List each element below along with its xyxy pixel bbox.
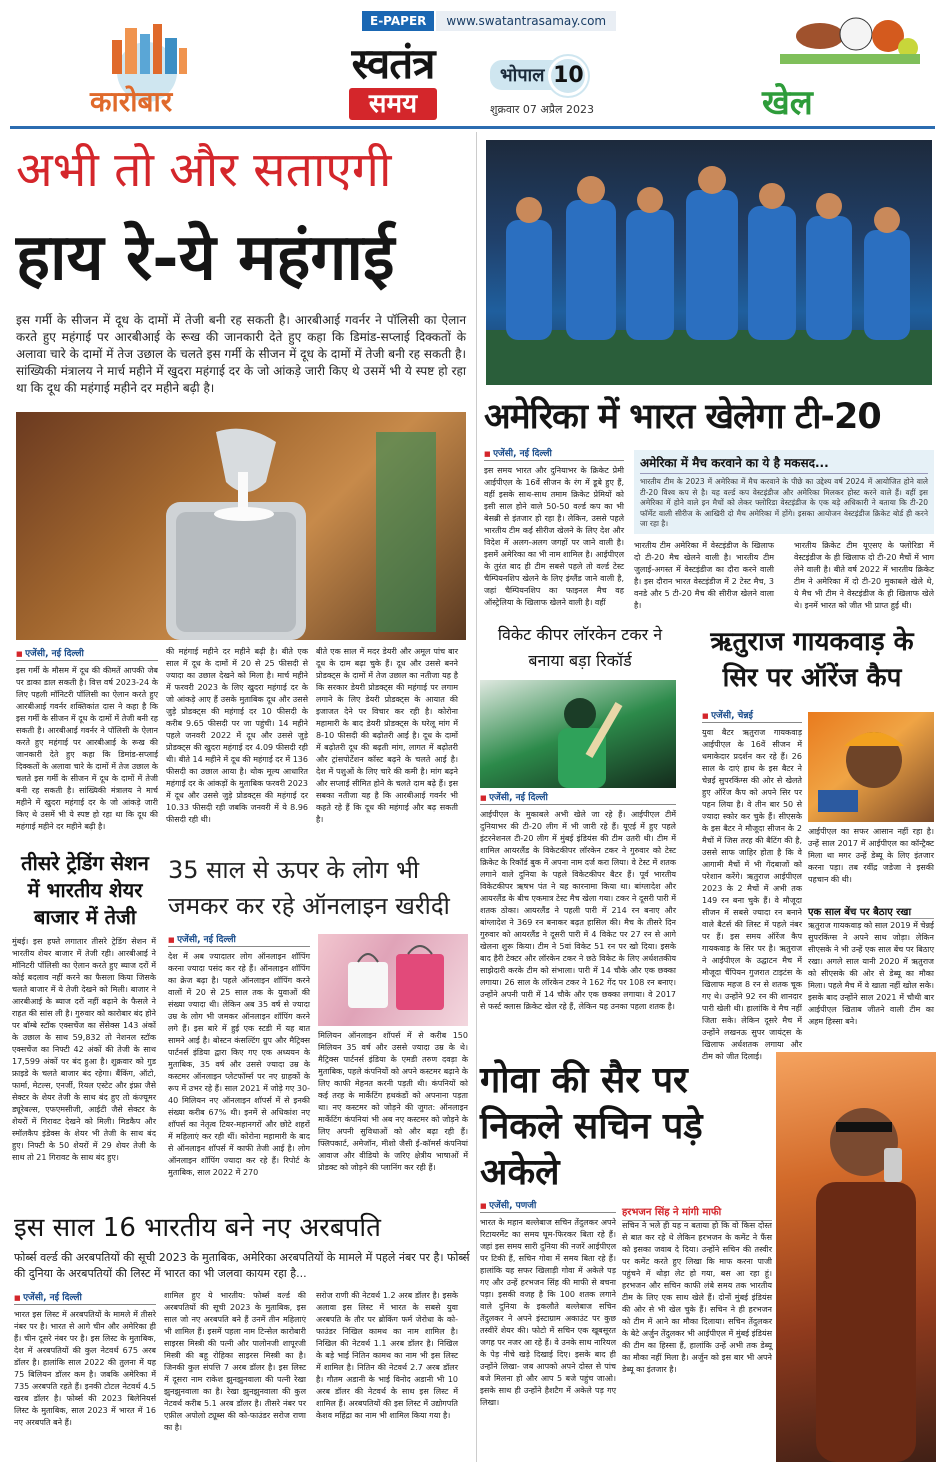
milk-lede: इस गर्मी के सीजन में दूध के दामों में तेजी बनी रह सकती है। आरबीआई गवर्नर ने पॉलिसी का ऐलान करते हुए महंगाई पर आरबीआई के रूख की जानकारी देते हुए कहा कि डिमांड-सप्लाई दिक्कतों के अलावा चारे के दामों में तेज उछाल के चलते इस गर्मी के सीजन में दूध के दामों में तेजी बनी रह सकती है। सांख्यिकी मंत्रालय ने मार्च महीने में खुदरा महंगाई दर के जो आंकड़े जारी किए थे उसमें भी ये स्पष्ट हो रहा था कि दूध की महंगाई महीने दर महीने बढ़ी है। bbox=[16, 313, 466, 395]
logo-word-top: स्वतंत्र bbox=[351, 39, 435, 88]
billionaires-column-1 bbox=[14, 1290, 156, 1458]
newspaper-logo[interactable] bbox=[313, 39, 473, 128]
billionaires-column-2 bbox=[164, 1290, 306, 1458]
ruturaj-headline[interactable]: ऋतुराज गायकवाड़ के सिर पर ऑरेंज कैप bbox=[710, 627, 914, 693]
online-column-2 bbox=[318, 1030, 468, 1200]
ruturaj-column-1 bbox=[702, 708, 802, 1061]
goa-subhead: हरभजन सिंह ने मांगी माफी bbox=[622, 1204, 772, 1221]
usa-column-2: भारतीय टीम अमेरिका में वेस्टइंडीज के खिलाफ दो टी-20 मैच खेलने वाली है। भारतीय टीम जुलाई-अगस्त में वेस्टइंडीज का दौरा करने वाली है। इस दौरान भारत वेस्टइंडीज में 2 टेस्ट मैच, 3 वनडे और 5 टी-20 मैच की सीरीज खेलने वाला है। bbox=[634, 541, 774, 610]
goa-column-1 bbox=[480, 1198, 616, 1460]
info-box-body: भारतीय टीम के 2023 में अमेरिका में मैच करवाने के पीछे का उद्देश्य वर्ष 2024 में आयोजित होने वाले टी-20 विश्व कप से है। यह वर्ल्ड कप वेस्टइंडीज और अमेरिका मिलकर होस्ट करने वाले हैं। वहीं इस अमेरिका में होने वाले इन मैचों को लेकर फ्लोरिडा वेस्टइंडीज के एक बड़े अधिकारी ने बताया कि टी-20 फॉर्मेट वाली सीरीज के आखिरी दो मैच अमेरिका में होंगे। इसका आयोजन वेस्टइंडीज क्रिकेट बोर्ड ही करने जा रहा है। bbox=[640, 477, 928, 528]
page-number: 10 bbox=[548, 56, 588, 96]
header-rule bbox=[10, 126, 935, 129]
ruturaj-column-3: ऋतुराज गायकवाड़ को साल 2019 में चेन्नई सुपरकिंग्स ने अपने साथ जोड़ा। लेकिन सीएसके ने भी उन्हें एक साल बेंच पर बिठाए रखा। अगले साल यानी 2020 में ऋतुराज को सीएसके की ओर से डेब्यू का मौका मिला। पहले मैच में वे खाता नहीं खोल सके। इसके बाद उन्होंने साल 2021 में चौथी बार आईपीएल खिताब जीतने वाली टीम का अहम हिस्सा बने। bbox=[808, 921, 934, 1026]
goa-sachin-headline[interactable]: गोवा की सैर पर निकले सचिन पड़े अकेले bbox=[480, 1060, 703, 1193]
agency-credit: ■ एजेंसी, नई दिल्ली bbox=[16, 646, 158, 661]
usa-column-3: भारतीय क्रिकेट टीम यूएसए के फ्लोरिडा में वेस्टइंडीज के ही खिलाफ दो टी-20 मैचों में भाग लेने वाली है। बीते वर्ष 2022 में भारतीय क्रिकेट टीम ने अमेरिका में दो टी-20 मुकाबले खेले थे, ये मैच भी टीम ने वेस्टइंडीज के ही खिलाफ खेले थे। इनमें भारत को जीत भी प्राप्त हुई थी। bbox=[794, 541, 934, 610]
article-body: भारत इस लिस्ट में अरबपतियों के मामले में तीसरे नंबर पर है। भारत से आगे चीन और अमेरिका ही हैं। चीन दूसरे नंबर पर है। इस लिस्ट के मुताबिक, देश में अरबपतियों की कुल नेटवर्थ 675 अरब डॉलर है। हालांकि साल 2022 की तुलना में यह 75 बिलियन डॉलर कम है। जबकि अमेरिका में 735 अरबपति रहते हैं। इनकी टोटल नेटवर्थ 4.5 खरब डॉलर है। फोर्ब्स की 2023 बिलेनियर्स लिस्ट के मुताबिक, साल 2023 में भारत में 16 नए अरबपति बने हैं। bbox=[14, 1310, 156, 1427]
shares-body: मुंबई। इस हफ्ते लगातार तीसरे ट्रेडिंग सेशन में भारतीय शेयर बाजार में तेजी रही। आरबीआई ने मॉनिटरी पॉलिसी का ऐलान करते हुए ब्याज दरों में कोई बदलाव नहीं करने का फैसला किया जिसके चलते बाजार में ये तेजी देखने को मिली। बाजार ने आरबीआई के ब्याज दरों नहीं बढ़ाने के फैसले ने राहत की सांस ली है। गुरुवार को कारोबार बंद होने पर बॉम्बे स्टॉक एक्सचेंज का सेंसेक्स 143 अंकों के उछाल के साथ 59,832 तो नेशनल स्टॉक एक्सचेंज का निफ्टी 42 अंकों की तेजी के साथ 17,599 अंकों पर बंद हुआ है। शुक्रवार को गुड फ्राइडे के चलते बाजार बंद रहेगा। बैंकिंग, ऑटो, फार्मा, मेटल्स, एनर्जी, रियल एस्टेट और इंफ्रा जैसे सेक्टर के शेयर तेजी के साथ बंद हुए तो कंज्यूमर ड्यूरेबल्स, एफएमसीजी, आईटी जैसे सेक्टर के शेयरों में गिरावट देखने को मिली। मिडकैप और स्मॉलकैप इंडेक्स के शेयर भी तेजी के साथ बंद हुए। निफ्टी के 50 शेयरों में 29 शेयर तेजी के साथ तो 21 गिरावट के साथ बंद हुए। bbox=[12, 937, 156, 1162]
ruturaj-column-2: आईपीएल का सफर आसान नहीं रहा है। उन्हें साल 2017 में आईपीएल का कॉन्ट्रैक्ट मिला था मगर उन्हें डेब्यू के लिए इंतजार करना पड़ा। तब रवींद्र जडेजा ने इसकी पहचान की थी। bbox=[808, 827, 934, 884]
section-khel[interactable] bbox=[690, 14, 930, 124]
epaper-bar[interactable] bbox=[362, 10, 616, 32]
online-column-1 bbox=[168, 932, 310, 1200]
article-body: देश में अब ज्यादातर लोग ऑनलाइन शॉपिंग करना ज्यादा पसंद कर रहे हैं। ऑनलाइन शॉपिंग का क्रेज बढ़ा है। पहले ऑनलाइन शॉपिंग करने वालों में 20 से 25 साल तक के युवाओं की संख्या ज्यादा थी। लेकिन अब 35 वर्ष से ज्यादा उम्र के लोग भी जमकर ऑनलाइन शॉपिंग करने लगे हैं। इस बारे में हुई एक स्टडी में यह बात सामने आई है। बोस्टन कंसल्टिंग ग्रुप और मैट्रिक्स पार्टनर्स इंडिया द्वारा किए गए एक अध्ययन के मुताबिक, 35 वर्ष और उससे ज्यादा उम्र के कस्टमर ऑनलाइन प्लेटफॉर्म्स पर नए ग्राहकों के रूप में उभर रहे हैं। साल 2021 में जोड़े गए 30-40 मिलियन नए ऑनलाइन शॉपर्स में से इनकी संख्या करीब 67% थी। इनमें से अधिकांश नए शॉपर्स का नेतृत्व टियर-महानगरों और छोटे शहरों में महिलाएं कर रही थीं। कोरोना महामारी के बाद से ऑनलाइन शॉपर्स में काफी तेजी आई है। लोग ऑनलाइन शॉपिंग ज्यादा कर रहे हैं। रिपोर्ट के मुताबिक, साल 2022 में 270 bbox=[168, 952, 310, 1177]
milk-column-3 bbox=[316, 646, 458, 842]
agency-credit: ■ एजेंसी, नई दिल्ली bbox=[480, 790, 676, 805]
epaper-tag: E-PAPER bbox=[362, 11, 434, 31]
shares-headline[interactable]: तीसरे ट्रेडिंग सेशन में भारतीय शेयर बाजार में तेजी bbox=[21, 851, 149, 929]
agency-credit: ■ एजेंसी, नई दिल्ली bbox=[484, 446, 624, 461]
article-body: की महंगाई महीने दर महीने बढ़ी है। बीते एक साल में दूध के दामों में 20 से 25 फीसदी से ज्यादा का उछाल देखने को मिला है। मार्च महीने में फरवरी 2023 के लिए खुदरा महंगाई दर के जो आंकड़े आए हैं उसके मुताबिक दूध और उससे जुड़े प्रोडक्ट्स की महंगाई दर 10 फीसदी के करीब 9.65 फीसदी पर जा पहुंची। 14 महीने पहले जनवरी 2022 में दूध और उससे जुड़े प्रोडक्ट्स की खुदरा महंगाई दर 4.09 फीसदी रही थी। बीते 14 महीने में दूध की महंगाई दर में 136 फीसदी का उछाल आया है। थोक मूल्य आधारित महंगाई दर के आंकड़ों के मुताबिक फरवरी 2023 में दूध और उससे जुड़े प्रोडक्ट्स की महंगाई दर 10.33 फीसदी रही जबकि जनवरी में ये 8.96 फीसदी रही थी। bbox=[166, 647, 308, 824]
online-shopping-photo bbox=[318, 934, 468, 1026]
site-url[interactable]: www.swatantrasamay.com bbox=[436, 11, 616, 31]
agency-credit: ■ एजेंसी, पणजी bbox=[480, 1198, 616, 1213]
sports-balls-icon bbox=[740, 14, 920, 66]
ruturaj-gaikwad-photo bbox=[808, 712, 934, 822]
article-body: युवा बैटर ऋतुराज गायकवाड़ आईपीएल के 16वें सीजन में धमाकेदार प्रदर्शन कर रहे हैं। 26 साल के दाएं हाथ के इस बैटर ने चेन्नई सुपरकिंग्स की ओर से खेलते हुए ऑरेंज कैप को अपने सिर पर पहन लिया है। वे तीन बार 50 से ज्यादा स्कोर कर चुके हैं। सीएसके के इस बैटर ने मौजूदा सीजन के 2 मैचों में जिस तरह की बैटिंग की है, उससे साफ जाहिर होता है कि वे आगामी मैचों में भी गेंदबाजों को परेशान करेंगे। ऋतुराज आईपीएल 2023 के 2 मैचों में अभी तक 149 रन बना चुके हैं। वे मौजूदा सीजन में सबसे ज्यादा रन बनाने वाले बैटर्स की लिस्ट में पहले नंबर पर हैं। इस समय ऑरेंज कैप गायकवाड़ के सिर पर है। ऋतुराज ने आईपीएल के उद्घाटन मैच में मौजूदा चैंपियन गुजरात टाइटंस के खिलाफ महज 8 रन से शतक चूक गए थे। उन्होंने 92 रन की शानदार पारी खेली थी। हालांकि वे मैच नहीं जिता सके। लेकिन दूसरे मैच में उन्होंने लखनऊ सुपर जायंट्स के खिलाफ अर्धशतक लगाया और टीम को जीत दिलाई। bbox=[702, 728, 802, 1061]
team-india-celebration-photo bbox=[486, 140, 932, 385]
info-box-title: अमेरिका में मैच करवाने का ये है मकसद... bbox=[640, 454, 928, 474]
usa-t20-headline[interactable]: अमेरिका में भारत खेलेगा टी-20 bbox=[484, 397, 881, 437]
article-body: सरोज राणी की नेटवर्थ 1.2 अरब डॉलर है। इसके अलावा इस लिस्ट में भारत के सबसे युवा अरबपति के तौर पर ब्रोकिंग फर्म जेरोधा के को-फाउंडर निखिल कामथ का नाम शामिल है। निखिल की नेटवर्थ 1.1 अरब डॉलर है। निखिल के बड़े भाई नितिन कामथ का नाम भी इस लिस्ट में शामिल है। नितिन की नेटवर्थ 2.7 अरब डॉलर है। गौतम अडानी के भाई विनोद अडानी भी 10 अरब डॉलर की नेटवर्थ के साथ इस लिस्ट में शामिल हैं। अरबपतियों की इस लिस्ट में उद्योगपति केशव महिंद्रा का नाम भी शामिल किया गया है। bbox=[316, 1291, 458, 1420]
masthead bbox=[0, 0, 945, 128]
article-body: भारत के महान बल्लेबाज सचिन तेंदुलकर अपने रिटायरमेंट का समय घूम-फिरकर बिता रहे हैं। जहां इस समय सारी दुनिया की नजरें आईपीएल पर टिकी हैं, सचिन गोवा में समय बिता रहे हैं। हालांकि यह सफर खिलाड़ी गोवा में अकेले पड़ गए और उन्हें हरभजन सिंह की माफी से बचना पड़ा। इसकी वजह है कि 100 शतक लगाने वाले दुनिया के इकलौते बल्लेबाज सचिन तेंदुलकर ने अपने इंस्टाग्राम अकाउंट पर कुछ तस्वीरें शेयर की। फोटो में सचिन एक खूबसूरत जगह पर नजर आ रहे हैं। वे उनके साथ नारियल के पेड़ नीचे खड़े दिखाई दिए। इसके बाद ही उन्होंने लिखा- जब आपको अपने दोस्त से पांच बजे मिलना हो और आप 5 बजे पहुंच जाओ। इसके साथ ही उन्होंने हैशटैग में अकेले पड़ गए लिखा। bbox=[480, 1218, 616, 1407]
online-headline[interactable]: 35 साल से ऊपर के लोग भी जमकर कर रहे ऑनलाइन खरीदी bbox=[168, 856, 450, 920]
column-divider bbox=[476, 132, 477, 1462]
article-body: बीते एक साल में मदर डेयरी और अमूल पांच बार दूध के दाम बढ़ा चुके हैं। दूध और उससे बनने प्रोडक्ट्स के दामों में तेज उछाल का नतीजा यह है कि सरकार डेयरी प्रोडक्ट्स की महंगाई पर लगाम लगाने के लिए डेयरी प्रोडक्ट्स के आयात की इजाजत देने पर विचार कर रही है। कोरोना महामारी के बाद डेयरी प्रोडक्ट्स के घरेलू मांग में 8-10 फीसदी की बढ़ोतरी आई है। दूध के दामों में बढ़ोतरी दूध की बढ़ती मांग, लागत में बढ़ोतरी और ट्रांसपोर्टेशन कॉस्ट बढ़ने के चलते आई है। देश में पशुओं के लिए चारे की कमी है। मांग बढ़ने और सप्लाई सीमित होने के चलते दाम बढ़े हैं। इस सबका नतीजा यह है कि आरबीआई गवर्नर भी कहते रहे हैं कि दूध की महंगाई और बढ़ सकती है। bbox=[316, 647, 458, 824]
article-body: इस गर्मी के मौसम में दूध की कीमतें आपकी जेब पर डाका डाल सकती है। वित्त वर्ष 2023-24 के लिए पहली मॉनिटरी पॉलिसी का ऐलान करते हुए आरबीआई गवर्नर शक्तिकांत दास ने कहा है कि इस गर्मी के सीजन में दूध के दामों में तेजी बनी रह सकती है। आरबीआई गवर्नर ने पॉलिसी के ऐलान करते हुए महंगाई पर आरबीआई के रूख की जानकारी देते हुए कहा कि डिमांड-सप्लाई दिक्कतों के अलावा चारे के दामों में तेज उछाल के चलते इस गर्मी के सीजन में दूध के दामों में तेजी बनी रह सकती है। सांख्यिकी मंत्रालय ने मार्च महीने में खुदरा महंगाई दर के जो आंकड़े जारी किए थे उसमें भी ये स्पष्ट हो रहा था कि दूध की महंगाई महीने दर महीने बढ़ी है। bbox=[16, 666, 158, 831]
milk-headline[interactable]: हाय रे-ये महंगाई bbox=[16, 220, 395, 295]
billionaires-lede: फोर्ब्स वर्ल्ड की अरबपतियों की सूची 2023 के मुताबिक, अमेरिका अरबपतियों के मामले में पहले नंबर पर है। फोर्ब्स की दुनिया के अरबपतियों की लिस्ट में भारत का भी जलवा कायम रहा है... bbox=[14, 1251, 470, 1280]
section-label: खेल bbox=[762, 83, 813, 123]
skyline-icon bbox=[98, 20, 196, 78]
article-body: मिलियन ऑनलाइन शॉपर्स में से करीब 150 मिलियन 35 वर्ष और उससे ज्यादा उम्र के थे। मैट्रिक्स पार्टनर्स इंडिया के एमडी तरुण दवड़ा के मुताबिक, पहले कंपनियों को अपने कस्टमर बढ़ाने के लिए काफी मेहनत करनी पड़ती थी। कंपनियों को कई तरह के मार्केटिंग हथकंडों को अपनाना पड़ता था। नए कस्टमर को जोड़ने की जुगत: ऑनलाइन मार्केटिंग कंपनियां भी अब नए कस्टमर को जोड़ने के लिए अपनी सुविधाओं को और बढ़ा रही हैं। फ्लिपकार्ट, अमेजॉन, मीशो जैसी ई-कॉमर्स कंपनियां आवाज और वीडियो के जरिए क्षेत्रीय भाषाओं में प्रोडक्ट को जोड़ने की प्लानिंग कर रही हैं। bbox=[318, 1031, 468, 1172]
wicketkeeper-headline[interactable]: विकेट कीपर लॉरकेन टकर ने बनाया बड़ा रिकॉर्ड bbox=[497, 625, 663, 670]
article-body: आईपीएल के मुकाबले अभी खेले जा रहे हैं। आईपीएल टीमें दुनियाभर की टी-20 लीग में भी जारी रहे हैं। यूएई में हुए पहले इंटरनेशनल टी-20 लीग में मुंबई इंडियंस की टीम उतरी थी। टीम में शामिल आयरलैंड के विकेटकीपर लॉरकेन टकर ने गुरुवार को टेस्ट क्रिकेट के रिकॉर्ड बुक में अपना नाम दर्ज करा लिया। वे टेस्ट में शतक लगाने वाले दुनिया के पहले विकेटकीपर बैटर हैं। पूर्व भारतीय विकेटकीपर ऋषभ पंत ने यह कारनामा किया था। बांग्लादेश और आयरलैंड के बीच एकमात्र टेस्ट मैच खेला गया। टकर ने दूसरी पारी में शतक ठोका। आयरलैंड ने पहली पारी में 214 रन बनाए और बांग्लादेश ने 369 रन बनाकर बढ़त हासिल की। मैच के तीसरे दिन गुरुवार को आयरलैंड ने दूसरी पारी में 4 विकेट पर 27 रन से आगे खेलना शुरू किया। टीम ने 5वां विकेट 51 रन पर खो दिया। इसके बाद हैरी टेक्टर और लॉरकेन टकर ने छठे विकेट के लिए अर्धशतकीय साझेदारी करके टीम को संभाला। पारी में 14 चौके और एक छक्का लगाया। 26 साल के लॉरकेन टकर ने 162 गेंद पर 108 रन बनाए। उन्होंने अपनी पारी में 14 चौके और एक छक्का लगाया। वे 2017 से फर्स्ट क्लास क्रिकेट खेल रहे हैं, लेकिन यह उनका पहला शतक है। bbox=[480, 810, 676, 1011]
agency-credit: ■ एजेंसी, नई दिल्ली bbox=[168, 932, 310, 947]
section-karobar[interactable] bbox=[20, 20, 270, 120]
article-body: इस समय भारत और दुनियाभर के क्रिकेट प्रेमी आईपीएल के 16वें सीजन के रंग में डूबे हुए हैं, वहीं इसके साथ-साथ तमाम क्रिकेट प्रेमियों को इसी साल होने वाले 50-50 वर्ल्ड कप का भी बेसब्री से इंतजार हो रहा है। लेकिन, उससे पहले भारतीय टीम कई सीरीज खेलने के लिए देश और विदेश में अलग-अलग जगहों पर जाने वाली है। इसमें अमेरिका का भी नाम शामिल है। आईपीएल के तुरंत बाद ही टीम सबसे पहले तो वर्ल्ड टेस्ट चैम्पियनशिप खेलने के लिए इंग्लैंड जाने वाली है, जहां चैम्पियनशिप का फाइनल मैच वह ऑस्ट्रेलिया के खिलाफ खेलने वाली है। वहीं bbox=[484, 466, 624, 607]
ruturaj-subhead: एक साल बेंच पर बैठाए रखा bbox=[808, 904, 934, 919]
dateline bbox=[490, 56, 635, 117]
milk-pouring-photo bbox=[16, 412, 466, 640]
city-name: भोपाल bbox=[490, 60, 554, 90]
goa-column-2: सचिन ने भले ही यह न बताया हो कि वो किस दोस्त से बात कर रहे थे लेकिन हरभजन के कमेंट ने फैंस को इसका जवाब दे दिया। उन्होंने सचिन की तस्वीर पर कमेंट करते हुए लिखा कि माफ करना पाजी पहुंचने में थोड़ा लेट हो गया, बस आ रहा हूं। हरभजन और सचिन काफी लंबे समय तक भारतीय टीम के लिए एक साथ खेले हैं। दोनों मुंबई इंडियंस की ओर से भी खेल चुके हैं। सचिन ने ही हरभजन को टीम में आने का मौका दिलाया। सचिन तेंदुलकर के बेटे अर्जुन तेंदुलकर भी आईपीएल में मुंबई इंडियंस की टीम का हिस्सा हैं, हालांकि उन्हें अभी तक डेब्यू का मौका नहीं मिला है। अर्जुन को इस बार भी अपने डेब्यू का इंतजार है। bbox=[622, 1221, 772, 1374]
section-label: कारोबार bbox=[90, 85, 173, 118]
article-body: शामिल हुए ये भारतीय: फोर्ब्स वर्ल्ड की अरबपतियों की सूची 2023 के मुताबिक, इस साल जो नए अरबपति बने हैं उनमें तीन महिलाएं भी शामिल हैं। इसमें पहला नाम टिन्सेल कारोबारी साइरस मिस्त्री की पत्नी और पालोनजी शापूरजी मिस्त्री की बहू रोहिका साइरस मिस्त्री का है। जिनकी कुल संपत्ति 7 अरब डॉलर है। इस लिस्ट में दूसरा नाम राकेश झुनझुनवाला की पत्नी रेखा झुनझुनवाला का है। रेखा झुनझुनवाला की कुल नेटवर्थ करीब 5.1 अरब डॉलर है। तीसरे नंबर पर एफ़ील अपोलो ट्यूब्स की को-फाउंडर सरोज राणा का है। bbox=[164, 1291, 306, 1432]
milk-column-1 bbox=[16, 646, 158, 845]
wicketkeeper-body bbox=[480, 790, 676, 1045]
billionaires-headline[interactable]: इस साल 16 भारतीय बने नए अरबपति bbox=[14, 1213, 381, 1243]
lorcan-tucker-photo bbox=[480, 680, 676, 788]
billionaires-column-3 bbox=[316, 1290, 458, 1458]
issue-date: शुक्रवार 07 अप्रैल 2023 bbox=[490, 103, 594, 116]
logo-word-bottom: समय bbox=[349, 88, 437, 120]
agency-credit: ■ एजेंसी, नई दिल्ली bbox=[14, 1290, 156, 1305]
milk-kicker: अभी तो और सताएगी bbox=[16, 142, 392, 198]
agency-credit: ■ एजेंसी, चेन्नई bbox=[702, 708, 802, 723]
usa-info-box bbox=[634, 450, 934, 534]
sachin-tendulkar-photo bbox=[776, 1052, 936, 1462]
milk-column-2 bbox=[166, 646, 308, 842]
usa-column-1 bbox=[484, 446, 624, 614]
